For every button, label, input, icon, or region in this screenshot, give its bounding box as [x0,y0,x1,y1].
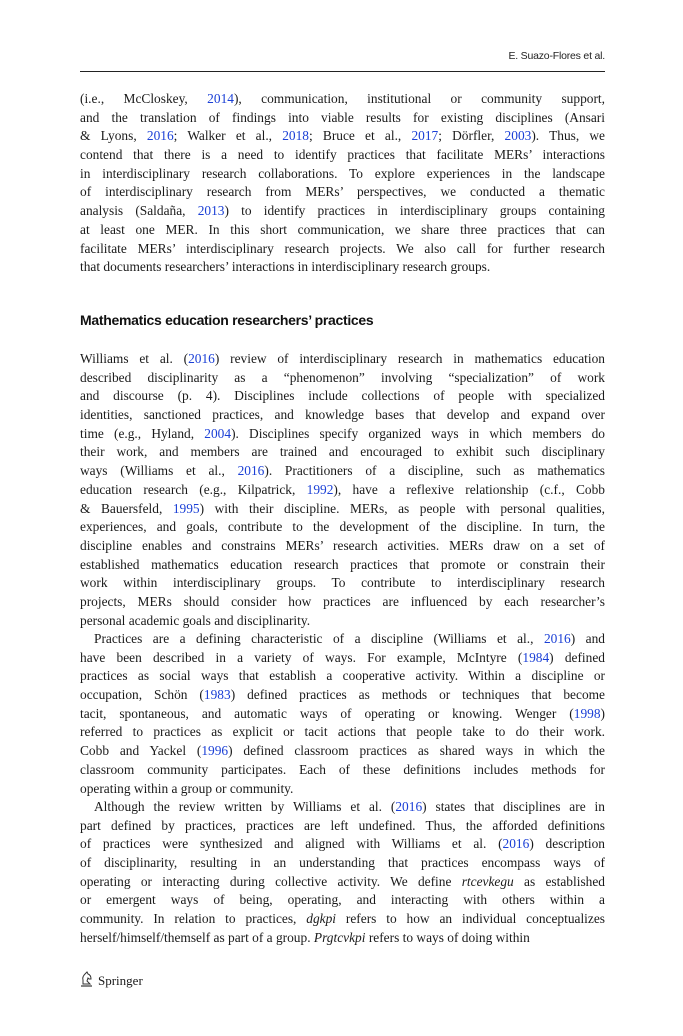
text-segment: operating within a group or community. [80,780,294,796]
text-segment: their work, and members are trained and encouraged to exhibit such disciplinary [80,444,605,460]
text-segment: (i.e., McCloskey, [80,91,208,106]
text-segment: referred to practices as explicit or tacit actions that people take to do their work. [80,724,605,740]
citation-link[interactable]: 2014 [207,91,234,106]
citation-link[interactable]: 2003 [504,128,532,144]
section-heading: Mathematics education researchers’ practices [80,312,374,328]
text-line [80,780,605,799]
text-segment: ) to identify practices in interdisciplinary groups containing [224,203,605,219]
text-segment: and discourse (p. 4). Disciplines include collections of people with specialized [80,388,605,404]
text-segment: at least one MER. In this short communication, we share three practices that can [80,221,605,237]
text-line [80,686,605,705]
citation-link[interactable]: 2017 [411,128,439,144]
citation-link[interactable]: 2016 [502,836,530,852]
text-segment: contend that there is a need to identify practices that facilitate MERs’ interactions [80,147,605,163]
text-line [80,387,605,406]
text-line [80,127,605,146]
citation-link[interactable]: 1984 [522,649,550,665]
citation-link[interactable]: 2016 [146,128,174,144]
text-line [80,835,605,854]
text-line [80,109,605,128]
text-line [80,221,605,240]
text-line [80,537,605,556]
text-line [80,910,605,929]
text-segment: of interdisciplinary research from MERs’ perspectives, we conducted a thematic [80,184,605,200]
text-segment: experiences, and goals, contribute to the development of the discipline. In turn, the [80,519,605,535]
header-rule [80,71,605,72]
text-line [80,817,605,836]
text-segment: education research (e.g., Kilpatrick, [80,481,307,497]
citation-link[interactable]: 2013 [197,203,225,219]
citation-link[interactable]: 1998 [573,705,601,721]
text-segment: & Lyons, [80,128,147,144]
text-segment: herself/himself/themself as part of a group. [80,929,314,945]
text-line [80,240,605,259]
italic-term: rtcevkegu [461,873,514,889]
text-segment: ) review of interdisciplinary research in mathematics education [214,351,606,366]
text-segment: ). Disciplines specify organized ways in which members do [231,425,605,441]
text-segment: ; Bruce et al., [309,128,412,144]
text-line [80,443,605,462]
text-segment: time (e.g., Hyland, [80,425,205,441]
text-line [80,425,605,444]
publisher-name: Springer [98,973,143,988]
citation-link[interactable]: 2018 [282,128,309,144]
paragraph [80,630,605,798]
citation-link[interactable]: 2016 [188,351,215,366]
text-line [80,630,605,649]
text-segment: projects, MERs should consider how practices are influenced by each researcher’s [80,593,605,609]
text-segment: Cobb and Yackel ( [80,743,202,759]
text-segment: ), have a reflexive relationship (c.f., Cobb [333,481,605,497]
text-segment: operating or interacting during collective activity. We define [80,873,462,889]
text-line [80,518,605,537]
text-line [80,854,605,873]
text-segment: Practices are a defining characteristic of a discipline (Williams et al., [94,631,544,646]
publisher-footer [80,971,143,991]
text-segment: that documents researchers’ interactions in interdisciplinary research groups. [80,259,491,275]
text-line [80,873,605,892]
text-segment: facilitate MERs’ interdisciplinary research projects. We also call for further research [80,240,605,256]
text-line [80,462,605,481]
text-segment: ; Dörfler, [438,128,505,144]
citation-link[interactable]: 1996 [201,743,229,759]
citation-link[interactable]: 1992 [306,481,334,497]
text-line [80,350,605,369]
text-segment: ; Walker et al., [173,128,283,144]
text-line [80,90,605,109]
text-segment: ) defined classroom practices as shared ways in which the [228,743,605,759]
text-segment: ) and [570,631,605,646]
text-segment: described disciplinarity as a “phenomenon” involving “specialization” of work [80,369,605,385]
text-segment: discipline enables and constrains MERs’ research activities. MERs draw on a set of [80,537,605,553]
text-segment: ) defined practices as methods or techniques that become [230,687,605,703]
text-segment: in interdisciplinary research collaborations. To explore experiences in the landscape [80,165,605,181]
citation-link[interactable]: 1983 [203,687,231,703]
text-segment: ) [600,705,605,721]
text-line [80,742,605,761]
text-line [80,369,605,388]
paragraph [80,798,605,948]
text-segment: part defined by practices, practices are left undefined. Thus, the afforded definitions [80,817,605,833]
text-segment: or emergent ways of being, operating, and interacting with others within a [80,892,605,908]
text-line [80,593,605,612]
italic-term: Prgtcvkpi [313,929,366,945]
text-segment: ways (Williams et al., [80,463,238,479]
text-line [80,556,605,575]
citation-link[interactable]: 2016 [395,799,423,814]
text-segment: classroom community participates. Each of these definitions includes methods for [80,761,605,777]
text-line [80,891,605,910]
text-line [80,705,605,724]
text-segment: ) states that disciplines are in [422,799,605,814]
text-line [80,146,605,165]
springer-knight-icon [80,971,94,991]
text-segment: work within interdisciplinary groups. To contribute to interdisciplinary research [80,575,605,591]
text-segment: as established [513,873,605,889]
text-line [80,761,605,780]
text-line [80,202,605,221]
text-segment: & Bauersfeld, [80,500,173,516]
text-segment: community. In relation to practices, [80,911,307,927]
text-segment: analysis (Saldaña, [80,203,198,219]
text-line [80,574,605,593]
paragraph [80,90,605,277]
text-line [80,165,605,184]
text-line [80,649,605,668]
text-segment: ), communication, institutional or community support, [233,91,605,106]
italic-term: dgkpi [306,911,337,927]
text-line [80,612,605,631]
text-line [80,183,605,202]
text-segment: Williams et al. ( [80,351,189,366]
citation-link[interactable]: 2016 [237,463,265,479]
text-line [80,258,605,277]
text-segment: ) with their discipline. MERs, as people with personal qualities, [199,500,605,516]
citation-link[interactable]: 1995 [172,500,200,516]
citation-link[interactable]: 2004 [204,425,232,441]
running-head: E. Suazo-Flores et al. [508,50,605,62]
text-segment: and the translation of findings into viable results for existing disciplines (Ansari [80,109,605,125]
text-segment: ) description [529,836,606,852]
text-line [80,798,605,817]
text-segment: of practices were synthesized and aligned with Williams et al. ( [80,836,503,852]
text-segment: identities, sanctioned practices, and knowledge bases that develop and expand over [80,407,605,423]
text-segment: occupation, Schön ( [80,687,204,703]
text-line [80,723,605,742]
text-segment: tacit, spontaneous, and automatic ways of operating or knowing. Wenger ( [80,705,574,721]
text-line [80,929,605,948]
text-segment: practices as social ways that establish a cooperative activity. Within a discipline or [80,668,605,684]
text-line [80,500,605,519]
text-line [80,667,605,686]
text-segment: ). Practitioners of a discipline, such as mathematics [264,463,605,479]
text-segment: established mathematics education research practices that promote or constrain their [80,556,605,572]
text-segment: Although the review written by Williams et al. ( [94,799,396,814]
text-line [80,481,605,500]
paragraph [80,350,605,630]
text-segment: refers to how an individual conceptualizes [336,911,605,927]
text-segment: refers to ways of doing within [365,929,530,945]
text-segment: have been described in a variety of ways. For example, McIntyre ( [80,649,523,665]
text-segment: ). Thus, we [531,128,605,144]
text-segment: personal academic goals and disciplinarity. [80,612,311,628]
text-line [80,406,605,425]
text-segment: of disciplinarity, resulting in an understanding that practices encompass ways of [80,855,605,871]
citation-link[interactable]: 2016 [543,631,571,646]
text-segment: ) defined [549,649,605,665]
